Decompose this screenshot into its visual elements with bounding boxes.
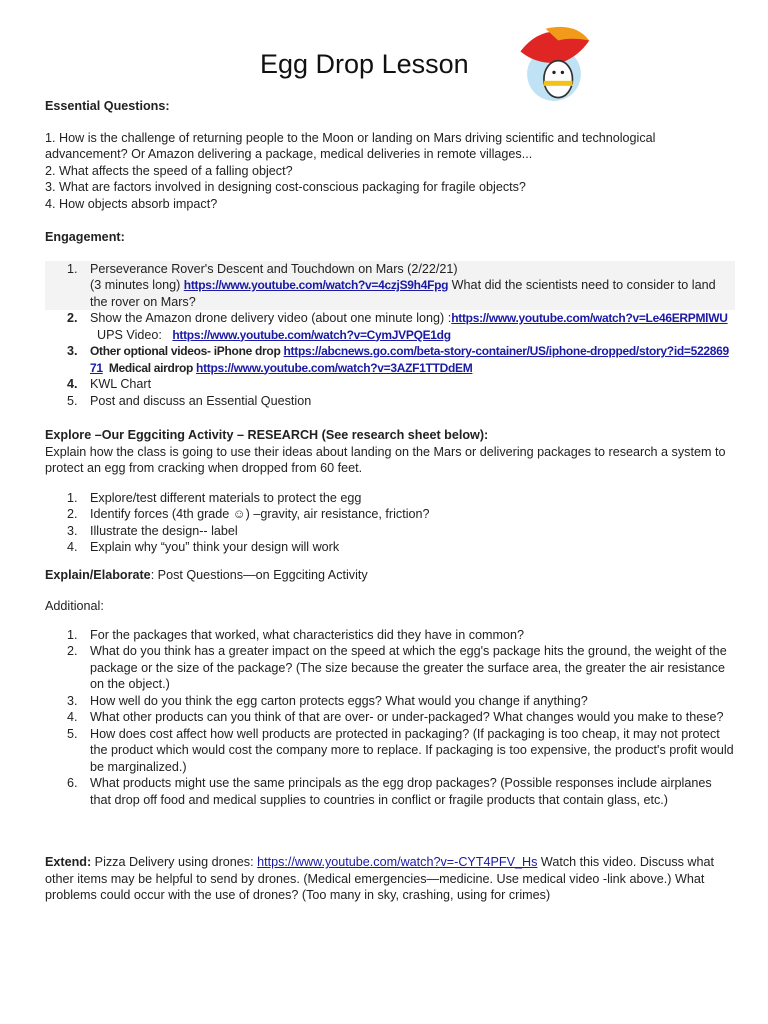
extend-section xyxy=(45,854,735,904)
list-item xyxy=(45,643,735,693)
item-text: (3 minutes long) xyxy=(90,278,184,292)
egg-parachute-logo xyxy=(512,22,596,106)
explore-text: Explain how the class is going to use their ideas about landing on the Mars or delivering packages to research a system to protect an egg from cracking when dropped from 60 feet. xyxy=(45,444,726,475)
elaborate-section xyxy=(45,567,735,584)
item-number: 1. xyxy=(67,261,78,276)
elaborate-text: : Post Questions—on Eggciting Activity xyxy=(150,568,368,582)
item-text: Show the Amazon drone delivery video (about one minute long) : xyxy=(90,311,452,325)
item-number: 2. xyxy=(67,507,78,521)
additional-section xyxy=(45,598,735,808)
explore-heading: Explore –Our Eggciting Activity – RESEARCH (See research sheet below): xyxy=(45,428,489,442)
extend-text: Watch this video. Discuss what other items may be helpful to send by drones. (Medical emergencies—medicine. Use medical video -link above.) What problems could occur with the use of drones? (Too many in sky, crashing, using for crimes) xyxy=(45,855,715,902)
list-item xyxy=(45,310,735,343)
item-number: 1. xyxy=(67,627,78,642)
list-item xyxy=(45,726,735,776)
item-number: 5. xyxy=(67,726,78,741)
item-text: UPS Video: xyxy=(90,327,173,342)
item-text: Perseverance Rover's Descent and Touchdown on Mars (2/22/21) xyxy=(90,261,458,276)
item-text: Identify forces (4th grade ☺) –gravity, air resistance, friction? xyxy=(90,507,430,521)
item-text: Explain why “you” think your design will work xyxy=(90,540,340,554)
extend-text: Pizza Delivery using drones: xyxy=(91,855,258,869)
item-number: 4. xyxy=(67,540,78,554)
elaborate-label: Explain/Elaborate xyxy=(45,568,151,582)
item-number: 5. xyxy=(67,393,78,408)
item-number: 1. xyxy=(67,490,78,505)
engagement-heading: Engagement: xyxy=(45,230,125,244)
iphone-drop-link[interactable]: https://abcnews.go.com/beta-story-container/US/iphone-dropped/story?id=52286971 xyxy=(90,344,729,375)
explore-section xyxy=(45,427,735,556)
list-item xyxy=(45,261,735,311)
item-text: Other optional videos- iPhone drop xyxy=(90,344,284,358)
item-number: 4. xyxy=(67,710,78,724)
list-item xyxy=(45,343,735,376)
ups-video-link[interactable]: https://www.youtube.com/watch?v=CymJVPQE1dg xyxy=(172,327,451,342)
item-number: 3. xyxy=(67,344,78,358)
item-number: 2. xyxy=(67,644,78,658)
page-title: Egg Drop Lesson xyxy=(260,49,469,79)
item-text: Post and discuss an Essential Question xyxy=(90,393,312,408)
item-text: How well do you think the egg carton protects eggs? What would you change if anything? xyxy=(90,693,588,708)
item-text: Medical airdrop xyxy=(102,360,197,375)
list-item xyxy=(45,627,735,644)
additional-heading: Additional: xyxy=(45,599,104,613)
item-number: 3. xyxy=(67,693,78,708)
essential-question: 2. What affects the speed of a falling object? xyxy=(45,163,293,178)
item-text: KWL Chart xyxy=(90,377,152,391)
essential-questions-section xyxy=(45,98,735,212)
item-text: What do you think has a greater impact on the speed at which the egg's package hits the ground, the weight of the package or the size of the package? (The size because the greater the surface area, the greater the air resistance on the object.) xyxy=(90,644,727,691)
youtube-link[interactable]: https://www.youtube.com/watch?v=4czjS9h4Fpg xyxy=(183,278,449,292)
list-item xyxy=(45,490,735,507)
extend-label: Extend: xyxy=(45,855,92,869)
list-item xyxy=(45,539,735,556)
list-item xyxy=(45,393,735,410)
list-item xyxy=(45,376,735,393)
list-item xyxy=(45,693,735,710)
item-number: 2. xyxy=(67,311,78,325)
amazon-video-link[interactable]: https://www.youtube.com/watch?v=Le46ERPMlWU xyxy=(451,311,728,325)
item-text: What did the scientists need to consider to land the rover on Mars? xyxy=(90,278,716,309)
essential-questions-heading: Essential Questions: xyxy=(45,99,170,113)
list-item xyxy=(45,523,735,540)
item-text: Illustrate the design-- label xyxy=(90,523,238,538)
essential-question: 3. What are factors involved in designing cost-conscious packaging for fragile objects? xyxy=(45,180,526,194)
item-text: Explore/test different materials to protect the egg xyxy=(90,490,362,505)
item-number: 3. xyxy=(67,523,78,538)
item-text: How does cost affect how well products are protected in packaging? (If packaging is too cheap, it may not protect the product which would cost the company more to replace. If packaging is too expensive, the product's profit would be marginalized.) xyxy=(90,726,734,774)
list-item xyxy=(45,775,735,808)
essential-question: 1. How is the challenge of returning people to the Moon or landing on Mars driving scientific and technological advancement? Or Amazon delivering a package, medical deliveries in remote villages... xyxy=(45,130,656,161)
list-item xyxy=(45,709,735,726)
pizza-drone-link[interactable]: https://www.youtube.com/watch?v=-CYT4PFV_Hs xyxy=(257,855,538,869)
item-number: 6. xyxy=(67,776,78,790)
item-text: What other products can you think of that are over- or under-packaged? What changes would you make to these? xyxy=(90,710,724,724)
engagement-section xyxy=(45,229,735,409)
item-text: What products might use the same principals as the egg drop packages? (Possible responses include airplanes that drop off food and medical supplies to countries in conflict or fragile products that contain glass, etc.) xyxy=(90,776,712,807)
item-number: 4. xyxy=(67,377,78,391)
medical-airdrop-link[interactable]: https://www.youtube.com/watch?v=3AZF1TTDdEM xyxy=(196,360,473,375)
item-text: For the packages that worked, what characteristics did they have in common? xyxy=(90,627,524,642)
essential-question: 4. How objects absorb impact? xyxy=(45,196,218,211)
list-item xyxy=(45,506,735,523)
